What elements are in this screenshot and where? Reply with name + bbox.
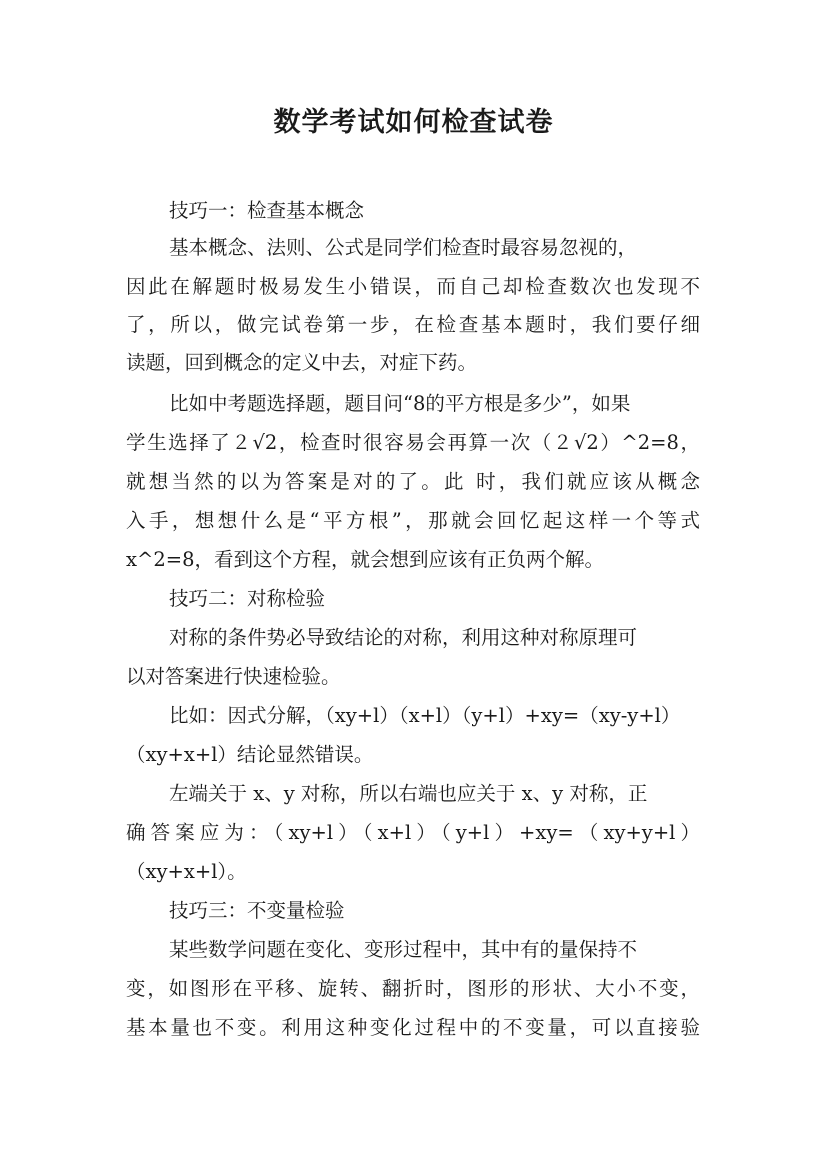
paragraph-line: 左端关于 x、y 对称，所以右端也应关于 x、y 对称，正 <box>169 782 648 805</box>
paragraph-line: 以对答案进行快速检验。 <box>126 665 341 688</box>
paragraph-line: 对称的条件势必导致结论的对称，利用这种对称原理可 <box>169 626 638 649</box>
paragraph-line: 基本量也不变。利用这种变化过程中的不变量，可以直接验 <box>126 1016 700 1039</box>
paragraph-line: x^2=8，看到这个方程，就会想到应该有正负两个解。 <box>126 548 604 571</box>
paragraph-line: （xy+x+l）结论显然错误。 <box>126 743 374 766</box>
paragraph-line: 因此在解题时极易发生小错误，而自己却检查数次也发现不 <box>126 275 700 298</box>
paragraph-line: 比如：因式分解，（xy+l）（x+l）（y+l）+xy=（xy-y+l） <box>169 704 681 727</box>
paragraph-line: 学生选择了２√2，检查时很容易会再算一次（２√2）^2=8， <box>126 431 700 454</box>
paragraph-line: 确答案应为：（xy+l）（x+l）（y+l）+xy=（xy+y+l） <box>126 821 700 844</box>
paragraph-line: 了，所以，做完试卷第一步，在检查基本题时，我们要仔细 <box>126 313 700 336</box>
heading-tip-2: 技巧二：对称检验 <box>169 587 326 610</box>
document-title: 数学考试如何检查试卷 <box>273 107 554 138</box>
paragraph-line: 变，如图形在平移、旋转、翻折时，图形的形状、大小不变， <box>126 977 700 1000</box>
paragraph-line: 入手，想想什么是“平方根”，那就会回忆起这样一个等式 <box>126 509 700 532</box>
paragraph-line: （xy+x+l）。 <box>126 860 247 883</box>
heading-tip-3: 技巧三：不变量检验 <box>169 899 345 922</box>
paragraph-line: 某些数学问题在变化、变形过程中，其中有的量保持不 <box>169 938 638 961</box>
paragraph-line: 就想当然的以为答案是对的了。此 时，我们就应该从概念 <box>126 470 700 493</box>
paragraph-line: 比如中考题选择题，题目问“8的平方根是多少”，如果 <box>169 392 631 415</box>
paragraph-line: 读题，回到概念的定义中去，对症下药。 <box>126 351 478 374</box>
heading-tip-1: 技巧一：检查基本概念 <box>169 199 365 222</box>
paragraph-line: 基本概念、法则、公式是同学们检查时最容易忽视的， <box>169 236 638 259</box>
